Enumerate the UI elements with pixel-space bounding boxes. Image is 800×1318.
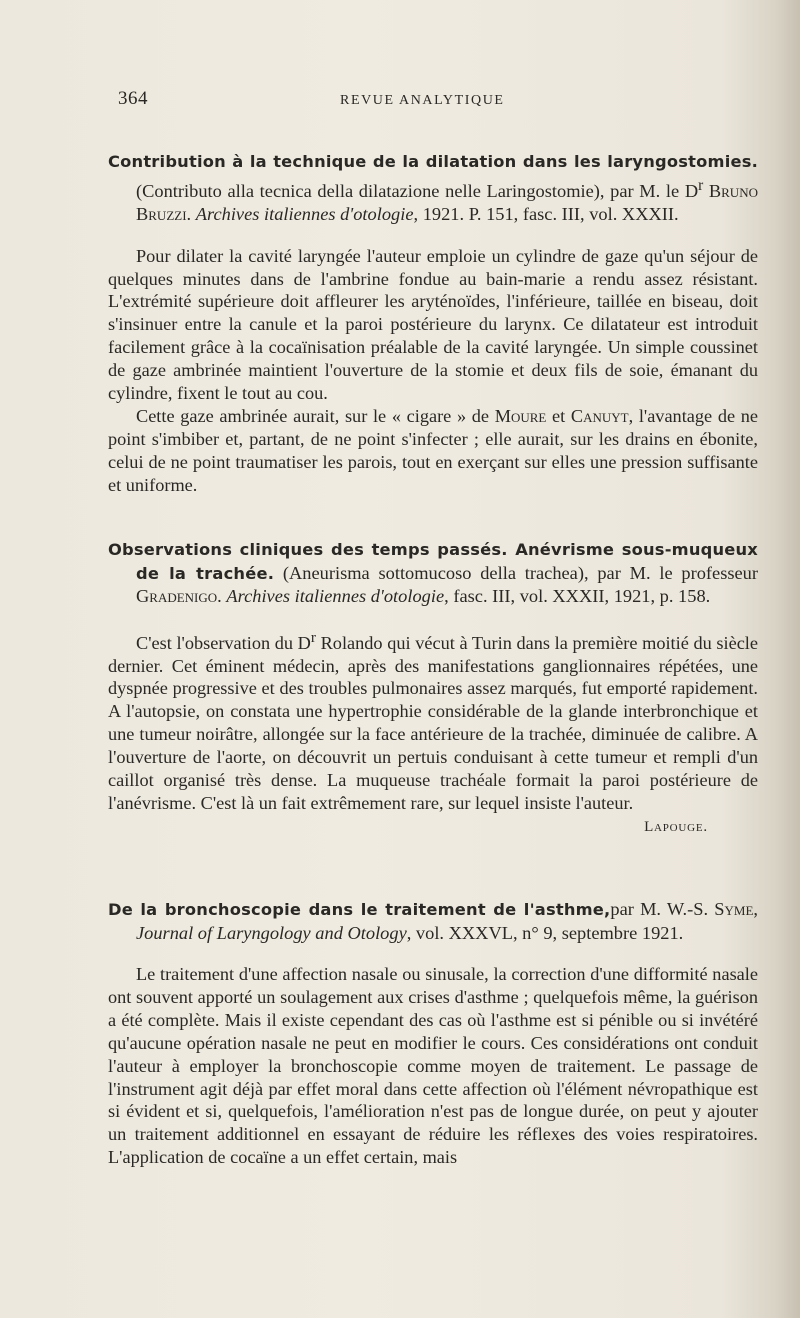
superscript: r	[310, 628, 316, 646]
article-heading	[108, 538, 758, 609]
author-name: Canuyt	[570, 405, 629, 426]
citation-superscript: r	[698, 176, 704, 194]
text-run: C'est l'observation du D	[136, 632, 311, 653]
signature: Lapouge.	[644, 818, 708, 835]
citation-separator: .	[217, 586, 227, 606]
citation-details: , 1921. P. 151, fasc. III, vol. XXXII.	[413, 204, 679, 225]
article-title: De la bronchoscopie dans le traitement de l'asthme,	[108, 900, 611, 919]
citation-author: Bruno Bruzzi	[136, 180, 758, 225]
paragraph	[108, 627, 758, 815]
paragraph	[108, 405, 758, 497]
article-heading	[108, 898, 758, 945]
text-run: Le traitement d'une affection nasale ou sinusale, la correction d'une difformité nasale ont souvent apporté un soulagement aux crises d'asthme ; quelquefois même, la guérison a été complète. Mais il existe cependant des cas où l'asthme est si pénible ou si invétéré qu'aucune opération nasale ne peut en modifier le cours. Ces considérations ont conduit l'auteur à employer la bronchoscopie comme moyen de traitement. Le passage de l'instrument agit déjà par effet moral dans cette affection où l'élément névropathique est si évident et si, quelquefois, l'amélioration n'est pas de longue durée, on peut y ajouter un traitement additionnel en essayant de réduire les réflexes des voies respiratoires. L'application de cocaïne a un effet certain, mais	[108, 964, 758, 1168]
citation-text: (Aneurisma sottomucoso della trachea), par M. le professeur	[274, 562, 758, 583]
citation-author: Syme	[714, 899, 754, 919]
article-heading	[108, 150, 758, 227]
citation-journal: Archives italiennes d'otologie	[226, 586, 445, 606]
text-run: Cette gaze ambrinée aurait, sur le « cigare » de	[136, 405, 495, 426]
author-name: Moure	[494, 405, 547, 426]
paragraph	[108, 245, 758, 405]
citation-details: , fasc. III, vol. XXXII, 1921, p. 158.	[444, 586, 711, 606]
article-dilatation-laryngostomies	[108, 150, 758, 497]
text-run: et	[546, 405, 571, 426]
running-head: REVUE ANALYTIQUE	[340, 93, 505, 108]
citation-journal: Archives italiennes d'otologie	[195, 204, 414, 225]
paragraph	[108, 963, 758, 1169]
article-bronchoscopie-asthme	[108, 898, 758, 1169]
citation-details: , vol. XXXVL, n° 9, septembre 1921.	[406, 922, 684, 943]
citation-journal: Journal of Laryngology and Otology	[136, 922, 407, 943]
citation-separator: ,	[753, 899, 758, 919]
article-anevrisme-trachee	[108, 538, 758, 836]
text-run: Rolando qui vécut à Turin dans la première moitié du siècle dernier. Cet éminent médecin, après des manifestations ganglionnaires répétées, une dyspnée progressive et des troubles pulmonaires assez marqués, fut emporté rapidement. A l'autopsie, on constata une hypertrophie considérable de la glande interbronchique et une tumeur noirâtre, allongée sur la face antérieure de la trachée, diminuée de calibre. A l'ouverture de l'aorte, on découvrit un pertuis conduisant à cette tumeur et rempli d'un caillot organisé très dense. La muqueuse trachéale formait la paroi postérieure de l'anévrisme. C'est là un fait extrêmement rare, sur lequel insiste l'auteur.	[108, 632, 758, 813]
article-title: Contribution à la technique de la dilatation dans les laryngostomies.	[108, 152, 758, 171]
page-number: 364	[118, 88, 148, 109]
page-header	[118, 88, 758, 118]
citation-text: par M. W.-S.	[610, 899, 715, 919]
citation-author: Gradenigo	[136, 586, 218, 606]
text-run: , l'avantage de ne point s'imbiber et, partant, de ne point s'infecter ; elle aurait, sur les drains en ébonite, celui de ne point traumatiser les parois, tout en exerçant sur elles une pression suffisante et uniforme.	[108, 405, 758, 495]
citation-text: (Contributo alla tecnica della dilatazione nelle Laringostomie), par M. le D	[136, 180, 699, 201]
article-title: Observations cliniques des temps passés. Anévrisme sous-muqueux de la trachée.	[108, 540, 758, 583]
citation-separator: .	[186, 204, 196, 225]
text-run: Pour dilater la cavité laryngée l'auteur emploie un cylindre de gaze qu'un séjour de quelques minutes dans de l'ambrine fondue au bain-marie a rendu assez résistant. L'extrémité supérieure doit affleurer les aryténoïdes, l'inférieure, taillée en biseau, doit s'insinuer entre la canule et la paroi postérieure du larynx. Ce dilatateur est introduit facilement grâce à la cocaïnisation préalable de la cavité laryngée. Un simple coussinet de gaze ambrinée maintient l'ouverture de la stomie et deux fils de soie, émanant du cylindre, fixent le tout au cou.	[108, 245, 758, 404]
